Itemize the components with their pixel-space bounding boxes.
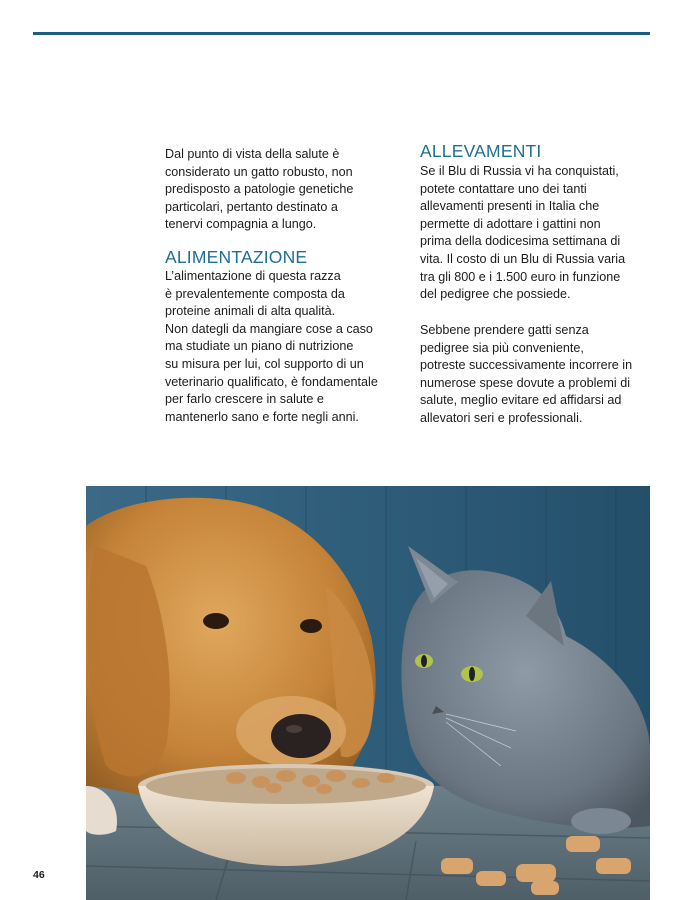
top-rule bbox=[33, 32, 650, 35]
allevamenti-paragraph-2: Sebbene prendere gatti senza pedigree sia più conveniente, potreste successivamente incorrere in numerose spese dovute a problemi di salute, meglio evitare ed affidarsi ad allevatori seri e professionali. bbox=[420, 323, 633, 425]
allevamenti-heading: ALLEVAMENTI bbox=[420, 141, 542, 161]
page-number: 46 bbox=[33, 869, 45, 881]
health-paragraph: Dal punto di vista della salute è considerato un gatto robusto, non predisposto a patologie genetiche particolari, pertanto destinato a tenervi compagnia a lungo. bbox=[165, 147, 354, 232]
dog-and-cat-photo bbox=[86, 486, 650, 900]
alimentazione-paragraph: L’alimentazione di questa razza è prevalentemente composta da proteine animali di alta qualità. Non dategli da mangiare cose a caso ma studiate un piano di nutrizione su misura per lui, col supporto di un veterinario qualificato, è fondamentale per farlo crescere in salute e mantenerlo sano e forte negli anni. bbox=[165, 269, 378, 424]
allevamenti-paragraph-1: Se il Blu di Russia vi ha conquistati, potete contattare uno dei tanti allevamenti presenti in Italia che permette di adottare i gattini non prima della dodicesima settimana di vita. Il costo di un Blu di Russia varia tra gli 800 e i 1.500 euro in funzione del pedigree che possiede. bbox=[420, 164, 626, 302]
alimentazione-heading: ALIMENTAZIONE bbox=[165, 247, 308, 267]
